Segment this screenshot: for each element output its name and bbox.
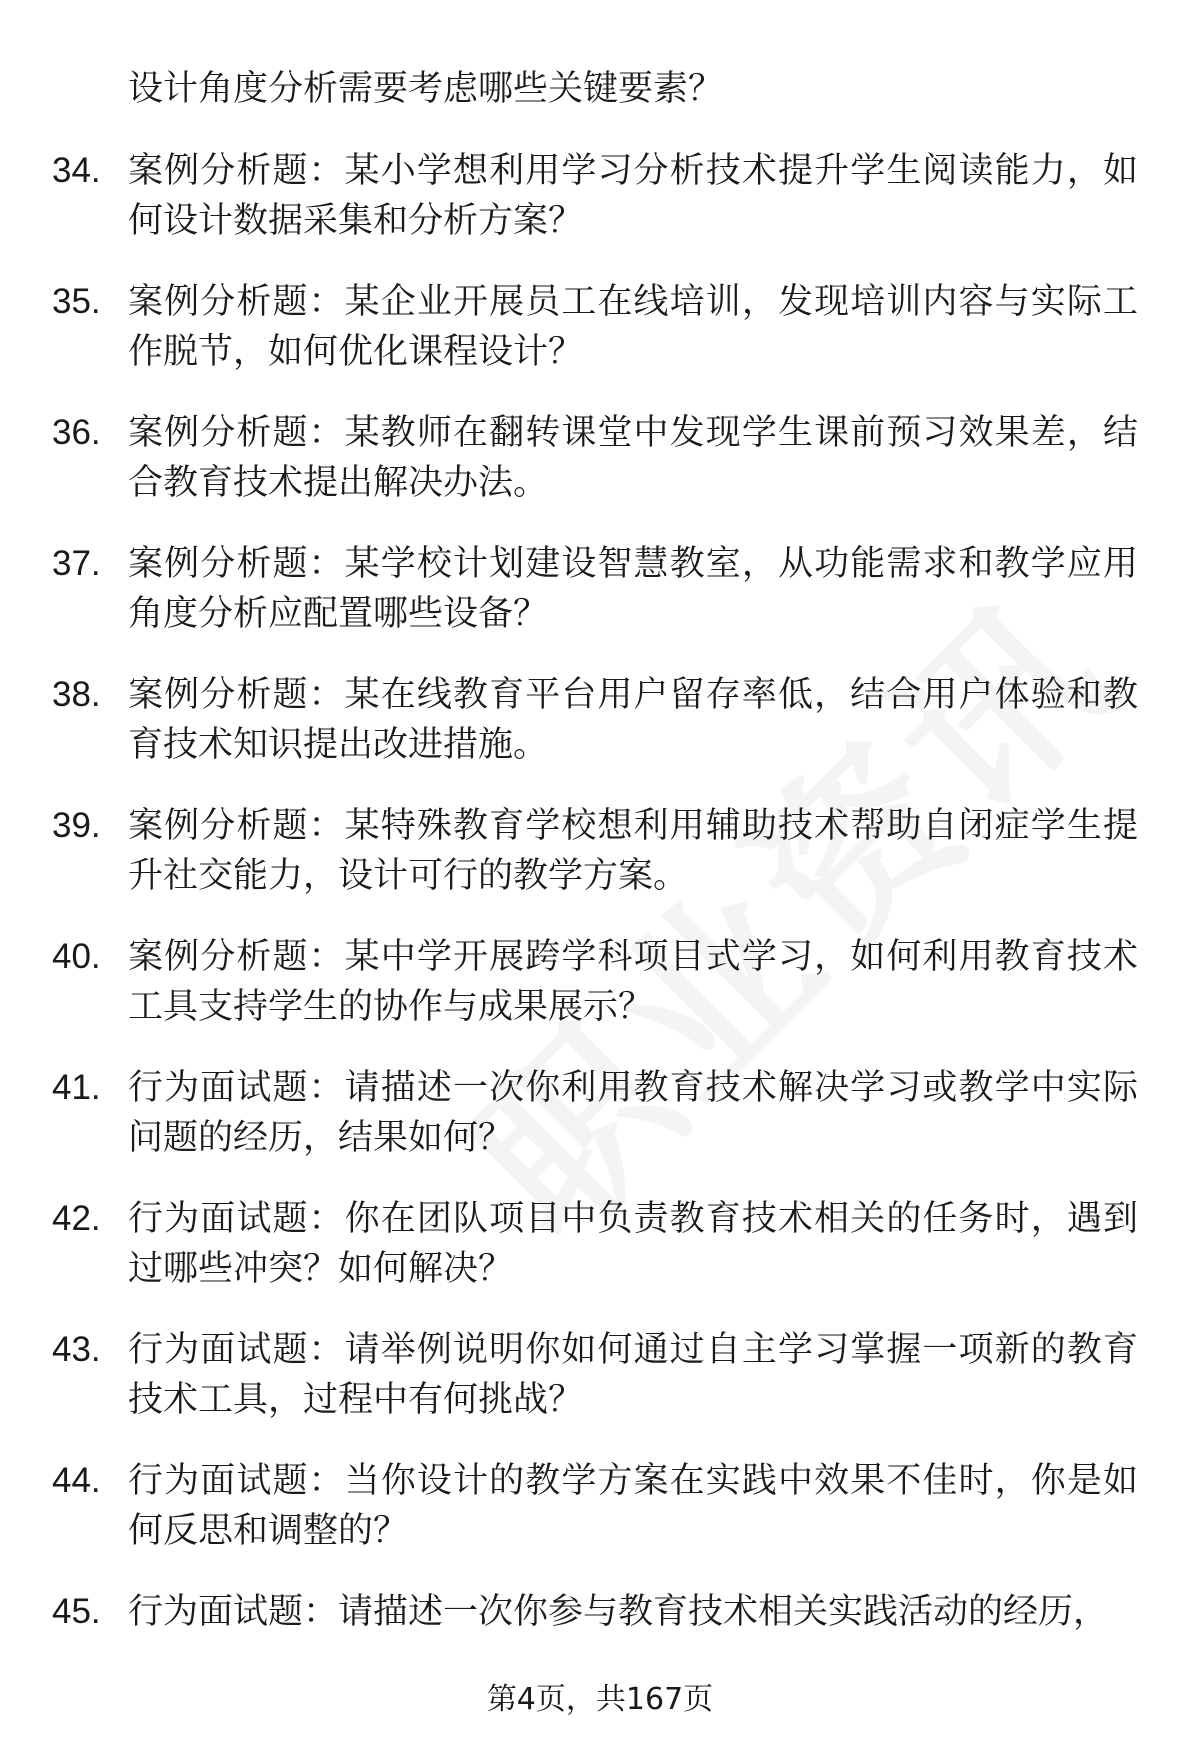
question-list: [52, 146, 1152, 1718]
question-text: 行为面试题：请描述一次你利用教育技术解决学习或教学中实际问题的经历，结果如何？: [128, 1068, 1138, 1158]
question-item: [52, 670, 1152, 801]
question-item: [52, 1194, 1152, 1325]
question-item: [52, 408, 1152, 539]
question-text: 行为面试题：你在团队项目中负责教育技术相关的任务时，遇到过哪些冲突？如何解决？: [128, 1199, 1138, 1289]
question-text: 案例分析题：某特殊教育学校想利用辅助技术帮助自闭症学生提升社交能力，设计可行的教学方案。: [128, 806, 1138, 896]
question-number: 35.: [52, 282, 101, 321]
question-text: 行为面试题：当你设计的教学方案在实践中效果不佳时，你是如何反思和调整的？: [128, 1461, 1138, 1551]
question-item: [52, 539, 1152, 670]
question-number: 44.: [52, 1461, 101, 1500]
question-item: [52, 277, 1152, 408]
question-number: 45.: [52, 1592, 101, 1631]
question-text: 案例分析题：某企业开展员工在线培训，发现培训内容与实际工作脱节，如何优化课程设计？: [128, 282, 1138, 372]
question-number: 36.: [52, 413, 101, 452]
question-text: 案例分析题：某在线教育平台用户留存率低，结合用户体验和教育技术知识提出改进措施。: [128, 675, 1138, 765]
question-item: [52, 1325, 1152, 1456]
question-number: 42.: [52, 1199, 101, 1238]
question-item: [52, 146, 1152, 277]
page-footer: 第4页，共167页: [486, 1682, 714, 1717]
question-number: 34.: [52, 151, 101, 190]
question-text: 行为面试题：请举例说明你如何通过自主学习掌握一项新的教育技术工具，过程中有何挑战？: [128, 1330, 1138, 1420]
question-number: 38.: [52, 675, 101, 714]
question-item: [52, 1456, 1152, 1587]
question-text: 案例分析题：某学校计划建设智慧教室，从功能需求和教学应用角度分析应配置哪些设备？: [128, 544, 1138, 634]
continuation-text: 设计角度分析需要考虑哪些关键要素？: [128, 69, 724, 109]
question-item: [52, 1063, 1152, 1194]
question-text: 案例分析题：某教师在翻转课堂中发现学生课前预习效果差，结合教育技术提出解决办法。: [128, 413, 1138, 503]
question-number: 39.: [52, 806, 101, 845]
question-number: 40.: [52, 937, 101, 976]
question-text: 案例分析题：某小学想利用学习分析技术提升学生阅读能力，如何设计数据采集和分析方案？: [128, 151, 1138, 241]
question-item: [52, 932, 1152, 1063]
question-number: 37.: [52, 544, 101, 583]
question-text: 案例分析题：某中学开展跨学科项目式学习，如何利用教育技术工具支持学生的协作与成果展示？: [128, 937, 1138, 1027]
question-number: 41.: [52, 1068, 101, 1107]
question-text: 行为面试题：请描述一次你参与教育技术相关实践活动的经历，: [128, 1592, 1109, 1632]
question-number: 43.: [52, 1330, 101, 1369]
question-item: [52, 801, 1152, 932]
